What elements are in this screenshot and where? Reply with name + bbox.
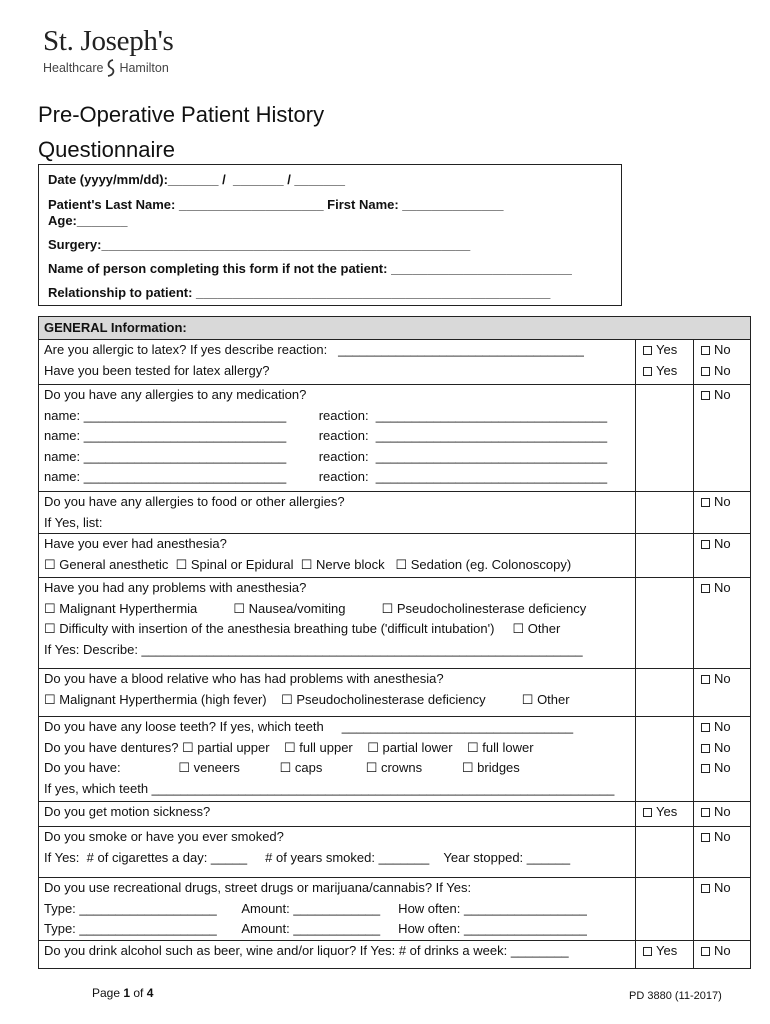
form-code: PD 3880 (11-2017) xyxy=(629,990,722,1002)
question-detail[interactable]: If Yes: Describe: _____________________________________________________________ xyxy=(44,641,583,657)
question-text[interactable]: Do you smoke or have you ever smoked? xyxy=(44,829,284,844)
no-column-cell xyxy=(694,878,751,941)
yes-column-cell xyxy=(636,717,694,802)
section-header: GENERAL Information: xyxy=(39,317,751,340)
checkbox-icon[interactable] xyxy=(643,808,652,817)
question-detail[interactable]: If yes, which teeth ________________________________________________________________ xyxy=(44,780,615,796)
checkbox-icon[interactable] xyxy=(701,947,710,956)
section-header-row xyxy=(39,317,751,340)
checkbox-icon[interactable] xyxy=(701,540,710,549)
logo-hamilton: Hamilton xyxy=(119,61,169,75)
yes-column-cell xyxy=(636,340,694,385)
checkbox-icon[interactable] xyxy=(643,367,652,376)
questionnaire-table xyxy=(38,316,751,969)
no-checkbox[interactable] xyxy=(698,758,746,779)
yes-column-cell xyxy=(636,940,694,968)
no-column-cell xyxy=(694,717,751,802)
question-row xyxy=(39,878,751,941)
question-cell xyxy=(39,717,636,802)
question-cell xyxy=(39,878,636,941)
checkbox-icon[interactable] xyxy=(701,884,710,893)
no-column-cell xyxy=(694,940,751,968)
yes-column-cell xyxy=(636,385,694,492)
no-checkbox[interactable] xyxy=(698,669,746,690)
checkbox-icon[interactable] xyxy=(643,947,652,956)
yes-column-cell xyxy=(636,878,694,941)
question-detail[interactable]: Type: ___________________ Amount: ____________ How often: _________________ xyxy=(44,921,587,936)
question-detail[interactable]: Have you been tested for latex allergy? xyxy=(44,362,270,378)
question-detail[interactable]: name: ____________________________ reaction: ________________________________ xyxy=(44,469,608,484)
question-text[interactable]: Do you get motion sickness? xyxy=(44,804,211,819)
no-label: No xyxy=(714,536,731,551)
no-label: No xyxy=(714,671,731,686)
no-checkbox[interactable] xyxy=(698,340,746,361)
patient-name-field[interactable]: Patient's Last Name: ____________________ First Name: ______________ xyxy=(48,197,504,212)
checkbox-icon[interactable] xyxy=(701,498,710,507)
checkbox-icon[interactable] xyxy=(643,346,652,355)
no-checkbox[interactable] xyxy=(698,827,746,848)
no-label: No xyxy=(714,494,731,509)
yes-column-cell xyxy=(636,802,694,827)
question-row xyxy=(39,827,751,878)
yes-column-cell xyxy=(636,827,694,878)
question-row xyxy=(39,717,751,802)
no-label: No xyxy=(714,829,731,844)
form-title: Pre-Operative Patient History xyxy=(38,102,325,127)
question-text[interactable]: Do you have any allergies to any medication? xyxy=(44,387,307,402)
question-row xyxy=(39,669,751,717)
no-checkbox[interactable] xyxy=(698,578,746,599)
question-detail[interactable]: Do you have dentures? ☐ partial upper ☐ full upper ☐ partial lower ☐ full lower xyxy=(44,739,534,755)
no-label: No xyxy=(714,880,731,895)
no-label: No xyxy=(714,362,731,378)
question-cell xyxy=(39,534,636,578)
question-row xyxy=(39,802,751,827)
no-label: No xyxy=(714,739,731,755)
checkbox-icon[interactable] xyxy=(701,744,710,753)
no-label: No xyxy=(714,760,731,775)
no-column-cell xyxy=(694,534,751,578)
logo-name: St. Joseph's xyxy=(43,25,174,57)
no-checkbox[interactable] xyxy=(698,361,746,382)
yes-checkbox[interactable] xyxy=(640,802,689,823)
question-detail[interactable]: name: ____________________________ reaction: ________________________________ xyxy=(44,428,608,443)
question-row xyxy=(39,492,751,534)
checkbox-icon[interactable] xyxy=(701,723,710,732)
yes-column-cell xyxy=(636,578,694,669)
hospital-logo xyxy=(43,26,174,78)
no-checkbox[interactable] xyxy=(698,738,746,759)
question-cell xyxy=(39,385,636,492)
age-field[interactable]: Age:_______ xyxy=(48,213,128,228)
yes-column-cell xyxy=(636,534,694,578)
logo-healthcare: Healthcare xyxy=(43,61,104,75)
yes-column-cell xyxy=(636,492,694,534)
checkbox-icon[interactable] xyxy=(701,346,710,355)
yes-checkbox[interactable] xyxy=(640,941,689,962)
no-column-cell xyxy=(694,802,751,827)
yes-label: Yes xyxy=(656,804,678,819)
no-checkbox[interactable] xyxy=(698,802,746,823)
question-row xyxy=(39,578,751,669)
checkbox-icon[interactable] xyxy=(701,808,710,817)
no-label: No xyxy=(714,387,731,402)
checkbox-icon[interactable] xyxy=(701,367,710,376)
no-checkbox[interactable] xyxy=(698,878,746,899)
question-detail[interactable]: name: ____________________________ reaction: ________________________________ xyxy=(44,407,608,423)
no-column-cell xyxy=(694,827,751,878)
yes-label: Yes xyxy=(656,942,678,958)
checkbox-icon[interactable] xyxy=(701,584,710,593)
yes-label: Yes xyxy=(656,342,678,357)
question-detail[interactable]: Type: ___________________ Amount: ____________ How often: _________________ xyxy=(44,900,587,916)
no-column-cell xyxy=(694,578,751,669)
patient-info-box xyxy=(38,164,622,306)
question-row xyxy=(39,534,751,578)
question-text[interactable]: Do you use recreational drugs, street drugs or marijuana/cannabis? If Yes: xyxy=(44,880,472,895)
date-field[interactable]: Date (yyyy/mm/dd):_______ / _______ / _______ xyxy=(48,172,346,187)
question-row xyxy=(39,940,751,968)
checkbox-icon[interactable] xyxy=(701,675,710,684)
question-cell xyxy=(39,940,636,968)
no-label: No xyxy=(714,580,731,595)
relationship-field[interactable]: Relationship to patient: _________________________________________________ xyxy=(48,285,551,300)
question-detail[interactable]: ☐ Malignant Hyperthermia (high fever) ☐ Pseudocholinesterase deficiency ☐ Other xyxy=(44,691,570,707)
question-detail[interactable]: name: ____________________________ reaction: ________________________________ xyxy=(44,448,608,464)
completer-name-field[interactable]: Name of person completing this form if not the patient: _________________________ xyxy=(48,261,572,276)
no-label: No xyxy=(714,804,731,819)
no-checkbox[interactable] xyxy=(698,492,746,513)
question-cell xyxy=(39,802,636,827)
form-subtitle: Questionnaire xyxy=(38,137,175,162)
no-label: No xyxy=(714,342,731,357)
question-row xyxy=(39,340,751,385)
question-text[interactable]: Do you have a blood relative who has had problems with anesthesia? xyxy=(44,671,444,686)
no-label: No xyxy=(714,719,731,734)
no-label: No xyxy=(714,942,731,958)
checkbox-icon[interactable] xyxy=(701,833,710,842)
no-checkbox[interactable] xyxy=(698,385,746,406)
question-cell xyxy=(39,340,636,385)
yes-label: Yes xyxy=(656,362,678,378)
question-text[interactable]: Do you drink alcohol such as beer, wine and/or liquor? If Yes: # of drinks a week: ________ xyxy=(44,942,569,958)
logo-swirl-icon xyxy=(106,58,116,78)
surgery-field[interactable]: Surgery:___________________________________________________ xyxy=(48,237,471,252)
yes-column-cell xyxy=(636,669,694,717)
question-row xyxy=(39,385,751,492)
question-detail[interactable]: ☐ Malignant Hyperthermia ☐ Nausea/vomiting ☐ Pseudocholinesterase deficiency xyxy=(44,600,587,616)
question-cell xyxy=(39,669,636,717)
question-cell xyxy=(39,827,636,878)
no-checkbox[interactable] xyxy=(698,534,746,555)
no-column-cell xyxy=(694,385,751,492)
yes-checkbox[interactable] xyxy=(640,340,689,361)
question-text[interactable]: Are you allergic to latex? If yes describe reaction: __________________________________ xyxy=(44,342,584,357)
question-cell xyxy=(39,492,636,534)
page-number: Page 1 of 4 xyxy=(92,986,154,1000)
question-detail[interactable]: Do you have: ☐ veneers ☐ caps ☐ crowns ☐ bridges xyxy=(44,760,520,775)
no-checkbox[interactable] xyxy=(698,941,746,962)
checkbox-icon[interactable] xyxy=(701,764,710,773)
question-detail[interactable]: ☐ General anesthetic ☐ Spinal or Epidural ☐ Nerve block ☐ Sedation (eg. Colonoscopy) xyxy=(44,556,572,572)
question-detail[interactable]: If Yes: # of cigarettes a day: _____ # of years smoked: _______ Year stopped: ______ xyxy=(44,849,571,865)
question-text[interactable]: Do you have any loose teeth? If yes, which teeth ________________________________ xyxy=(44,719,574,734)
no-column-cell xyxy=(694,492,751,534)
question-detail[interactable]: If Yes, list: xyxy=(44,514,103,530)
question-cell xyxy=(39,578,636,669)
no-column-cell xyxy=(694,340,751,385)
question-text[interactable]: Do you have any allergies to food or other allergies? xyxy=(44,494,345,509)
question-text[interactable]: Have you ever had anesthesia? xyxy=(44,536,227,551)
checkbox-icon[interactable] xyxy=(701,391,710,400)
no-checkbox[interactable] xyxy=(698,717,746,738)
question-text[interactable]: Have you had any problems with anesthesia? xyxy=(44,580,307,595)
no-column-cell xyxy=(694,669,751,717)
question-detail[interactable]: ☐ Difficulty with insertion of the anesthesia breathing tube ('difficult intubation') ☐ Other xyxy=(44,621,561,636)
yes-checkbox[interactable] xyxy=(640,361,689,382)
